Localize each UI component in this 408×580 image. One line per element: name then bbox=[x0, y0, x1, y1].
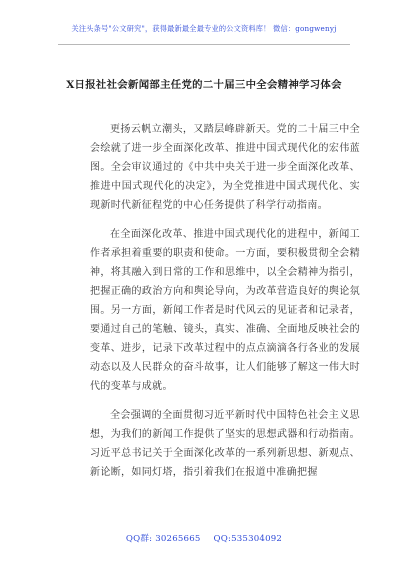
header-divider bbox=[58, 44, 350, 45]
footer-qq: QQ:535304092 bbox=[213, 534, 283, 544]
footer-qq-group: QQ群: 30265665 bbox=[125, 534, 201, 544]
paragraph-1: 更扬云帆立潮头，又踏层峰辟新天。党的二十届三中全会绘就了进一步全面深化改革、推进中国式现代化的宏伟蓝图。全会审议通过的《中共中央关于进一步全面深化改革、推进中国式现代化的决定》，为全党推进中国式现代化、实现新时代新征程党的中心任务提供了科学行动指南。 bbox=[90, 124, 360, 211]
document-title: X日报社社会新闻部主任党的二十届三中全会精神学习体会 bbox=[66, 79, 342, 91]
document-body bbox=[90, 120, 360, 492]
footer-contacts bbox=[0, 532, 408, 544]
paragraph-2: 在全面深化改革、推进中国式现代化的进程中，新闻工作者承担着重要的职责和使命。一方面，要积极贯彻全会精神，将其融入到日常的工作和思维中，以全会精神为指引，把握正确的政治方向和舆论导向，为改革营造良好的舆论氛围。另一方面，新闻工作者是时代风云的见证者和记录者，要通过自己的笔触、镜头，真实、准确、全面地反映社会的变革、进步，记录下改革过程中的点点滴滴各行各业的发展动态以及人民群众的奋斗故事，让人们能够了解这一伟大时代的变革与成就。 bbox=[90, 229, 360, 392]
paragraph-3: 全会强调的全面贯彻习近平新时代中国特色社会主义思想，为我们的新闻工作提供了坚实的思想武器和行动指南。习近平总书记关于全面深化改革的一系列新思想、新观点、新论断，如同灯塔，指引着我们在报道中准确把握 bbox=[90, 410, 360, 478]
header-promo-banner: 关注头条号"公文研究"，获得最新最全最专业的公文资料库！ 微信：gongwenyj bbox=[71, 24, 337, 33]
